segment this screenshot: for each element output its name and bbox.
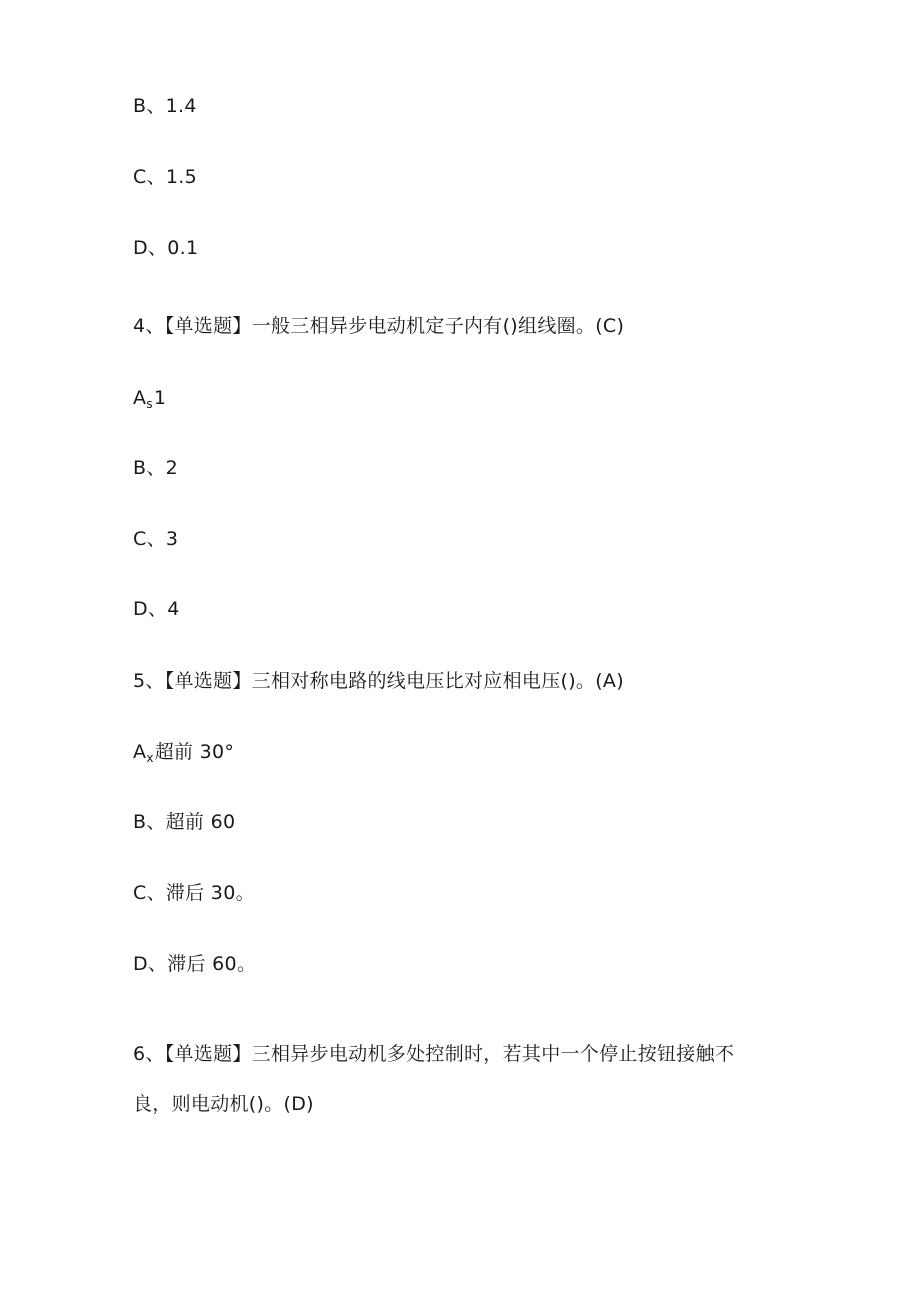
question-5: 5、【单选题】三相对称电路的线电压比对应相电压()。(A) — [133, 670, 624, 692]
q4-option-a — [133, 386, 166, 416]
question-4: 4、【单选题】一般三相异步电动机定子内有()组线圈。(C) — [133, 315, 625, 337]
q4-option-d: D、4 — [133, 598, 180, 620]
option-text: 超前 30° — [154, 741, 235, 763]
option-text: 1 — [153, 387, 167, 409]
option-subscript: s — [146, 397, 153, 411]
option-subscript: x — [146, 751, 154, 765]
q3-option-b: B、1.4 — [133, 95, 197, 117]
option-letter: A — [133, 387, 147, 409]
question-6-line-2: 良，则电动机()。(D) — [133, 1093, 314, 1115]
q3-option-d: D、0.1 — [133, 237, 199, 259]
q5-option-c: C、滞后 30。 — [133, 882, 255, 904]
q5-option-d: D、滞后 60。 — [133, 953, 257, 975]
q4-option-b: B、2 — [133, 457, 179, 479]
q5-option-b: B、超前 60 — [133, 811, 236, 833]
q4-option-c: C、3 — [133, 528, 179, 550]
question-6-line-1: 6、【单选题】三相异步电动机多处控制时，若其中一个停止按钮接触不 — [133, 1043, 735, 1065]
q3-option-c: C、1.5 — [133, 166, 197, 188]
q5-option-a — [133, 740, 234, 770]
option-letter: A — [133, 741, 147, 763]
